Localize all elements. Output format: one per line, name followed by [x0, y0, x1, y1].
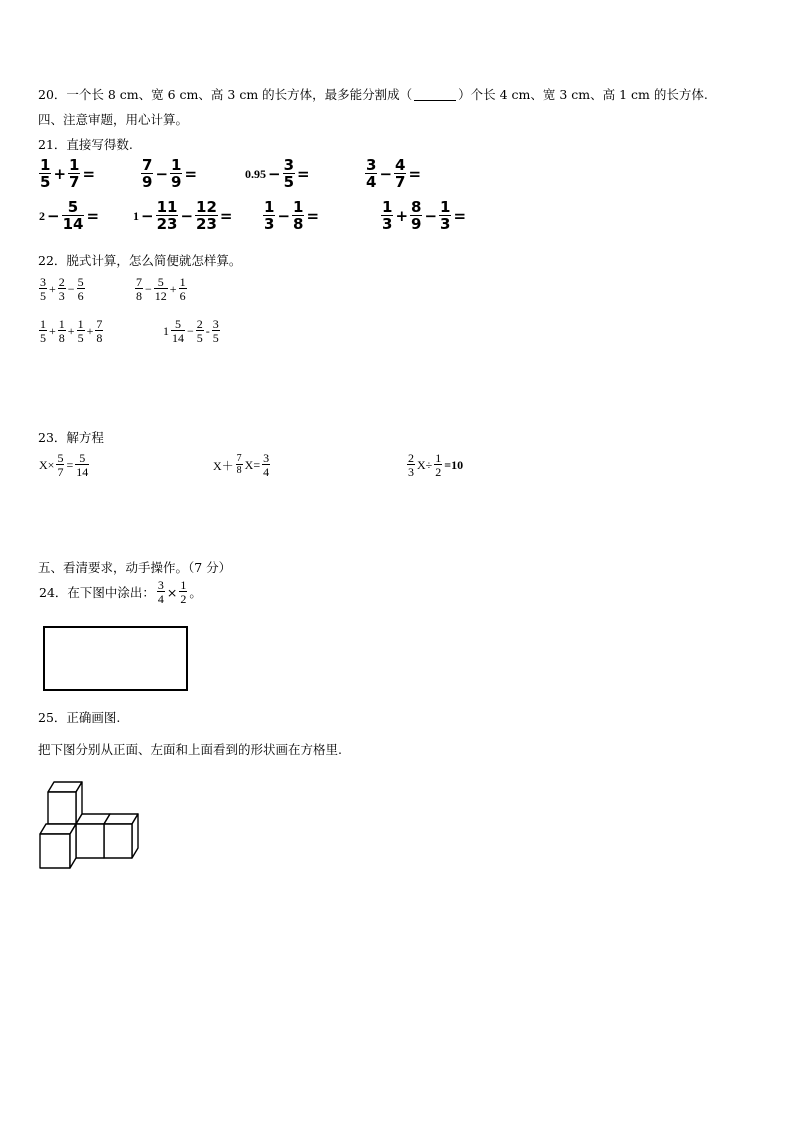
q21-item-7: $\frac{1}{3}$ − $\frac{1}{8}$ =	[264, 198, 320, 233]
q23-equation-1: X× $\frac{5}{7}$ = $\frac{5}{14}$	[39, 451, 89, 479]
q21-item-3: 0.95 − $\frac{3}{5}$ =	[245, 156, 310, 191]
cube-stack-figure	[36, 776, 140, 872]
q23-title: 23．解方程	[38, 430, 104, 445]
q22-expr-4: 1 $\frac{5}{14}$ − $\frac{2}{5}$ - $\frac{3}{5}$	[163, 317, 219, 345]
q22-expr-3: $\frac{1}{5}$ + $\frac{1}{8}$ + $\frac{1}{5}$ + $\frac{7}{8}$	[40, 317, 103, 345]
q20-text-b: ）个长 4 cm、宽 3 cm、高 1 cm 的长方体.	[458, 87, 708, 102]
q20-text-a: 20．一个长 8 cm、宽 6 cm、高 3 cm 的长方体，最多能分割成（	[38, 87, 413, 102]
q21-item-4: $\frac{3}{4}$ − $\frac{4}{7}$ =	[366, 156, 422, 191]
q25-instruction: 把下图分别从正面、左面和上面看到的形状画在方格里.	[38, 742, 342, 757]
q23-equation-3: $\frac{2}{3}$ X÷ $\frac{1}{2}$ =10	[408, 451, 464, 479]
q21-item-1: $\frac{1}{5}$ + $\frac{1}{7}$ =	[40, 156, 96, 191]
q24-prompt: 24．在下图中涂出： $\frac{3}{4}$ × $\frac{1}{2}$ 。	[39, 578, 202, 606]
q21-item-2: $\frac{7}{9}$ − $\frac{1}{9}$ =	[142, 156, 198, 191]
shading-rectangle[interactable]	[43, 626, 188, 691]
section-5-heading: 五、看清要求，动手操作。（7 分）	[38, 560, 232, 575]
section-4-heading: 四、注意审题，用心计算。	[38, 112, 189, 127]
q22-expr-2: $\frac{7}{8}$ − $\frac{5}{12}$ + $\frac{1}{6}$	[136, 275, 186, 303]
question-20	[38, 85, 708, 103]
q23-equation-2: X＋ $\frac{7}{8}$ X= $\frac{3}{4}$	[213, 451, 270, 479]
q21-title: 21．直接写得数.	[38, 137, 133, 152]
q21-item-8: $\frac{1}{3}$ + $\frac{8}{9}$ − $\frac{1}{3}$ =	[382, 198, 467, 233]
q21-item-6: 1 − $\frac{11}{23}$ − $\frac{12}{23}$ =	[133, 198, 233, 233]
q25-title: 25．正确画图.	[38, 710, 121, 725]
q21-item-5: 2 − $\frac{5}{14}$ =	[39, 198, 100, 233]
q22-expr-1: $\frac{3}{5}$ + $\frac{2}{3}$ − $\frac{5}{6}$	[40, 275, 84, 303]
q22-title: 22．脱式计算，怎么简便就怎样算。	[38, 253, 242, 268]
answer-blank[interactable]	[414, 90, 456, 101]
